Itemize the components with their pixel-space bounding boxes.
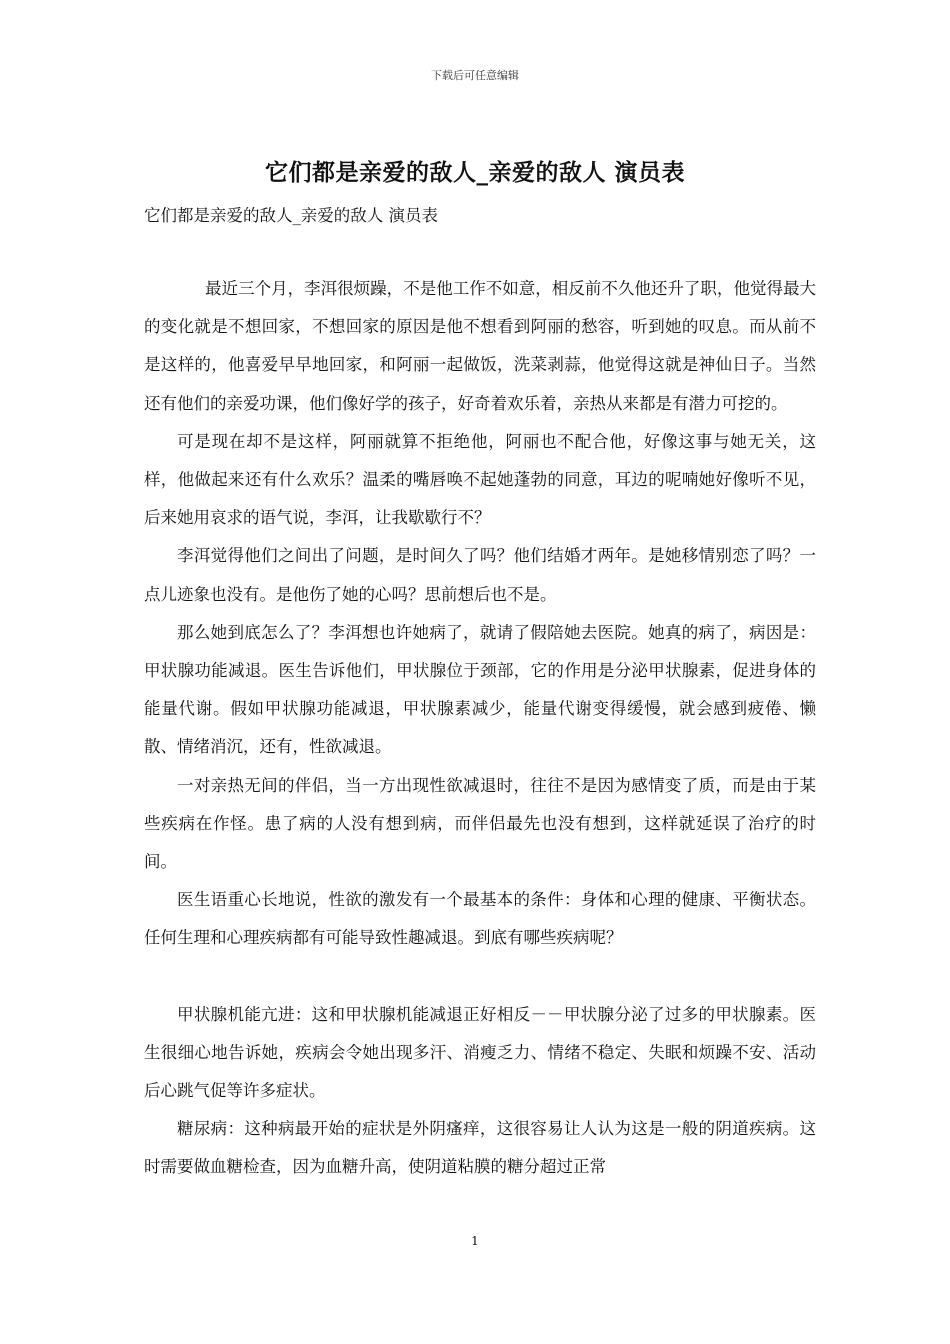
- header-note: 下载后可任意编辑: [431, 69, 519, 82]
- paragraph: 糖尿病：这种病最开始的症状是外阴瘙痒，这很容易让人认为这是一般的阴道疾病。这时需要做血糖检查，因为血糖升高，使阴道粘膜的糖分超过正常: [144, 1119, 816, 1177]
- paragraph: 最近三个月，李洱很烦躁，不是他工作不如意，相反前不久他还升了职，他觉得最大的变化就是不想回家，不想回家的原因是他不想看到阿丽的愁容，听到她的叹息。而从前不是这样的，他喜爱早早地回家，和阿丽一起做饭，洗菜剥蒜，他觉得这就是神仙日子。当然还有他们的亲爱功课，他们像好学的孩子，好奇着欢乐着，亲热从来都是有潜力可挖的。: [144, 279, 816, 413]
- paragraph: 一对亲热无间的伴侣，当一方出现性欲减退时，往往不是因为感情变了质，而是由于某些疾病在作怪。患了病的人没有想到病，而伴侣最先也没有想到，这样就延误了治疗的时间。: [144, 775, 816, 872]
- document-subtitle: 它们都是亲爱的敌人_亲爱的敌人 演员表: [144, 206, 438, 225]
- paragraph: 可是现在却不是这样，阿丽就算不拒绝他，阿丽也不配合他，好像这事与她无关，这样，他做起来还有什么欢乐？温柔的嘴唇唤不起她蓬勃的同意，耳边的呢喃她好像听不见，后来她用哀求的语气说，李洱，让我歇歇行不？: [144, 431, 816, 528]
- body-text: [144, 270, 816, 1187]
- page-title: 它们都是亲爱的敌人_亲爱的敌人 演员表: [264, 159, 685, 186]
- paragraph: 医生语重心长地说，性欲的激发有一个最基本的条件：身体和心理的健康、平衡状态。任何生理和心理疾病都有可能导致性趣减退。到底有哪些疾病呢？: [144, 890, 816, 948]
- paragraph: 那么她到底怎么了？李洱想也许她病了，就请了假陪她去医院。她真的病了，病因是：甲状腺功能减退。医生告诉他们，甲状腺位于颈部，它的作用是分泌甲状腺素，促进身体的能量代谢。假如甲状腺功能减退，甲状腺素减少，能量代谢变得缓慢，就会感到疲倦、懒散、情绪消沉，还有，性欲减退。: [144, 622, 816, 757]
- page-number: 1: [471, 1234, 479, 1248]
- paragraph: 李洱觉得他们之间出了问题，是时间久了吗？他们结婚才两年。是她移情别恋了吗？一点儿迹象也没有。是他伤了她的心吗？思前想后也不是。: [144, 546, 816, 604]
- paragraph: 甲状腺机能亢进：这和甲状腺机能减退正好相反－－甲状腺分泌了过多的甲状腺素。医生很细心地告诉她，疾病会令她出现多汗、消瘦乏力、情绪不稳定、失眠和烦躁不安、活动后心跳气促等许多症状。: [144, 1004, 816, 1101]
